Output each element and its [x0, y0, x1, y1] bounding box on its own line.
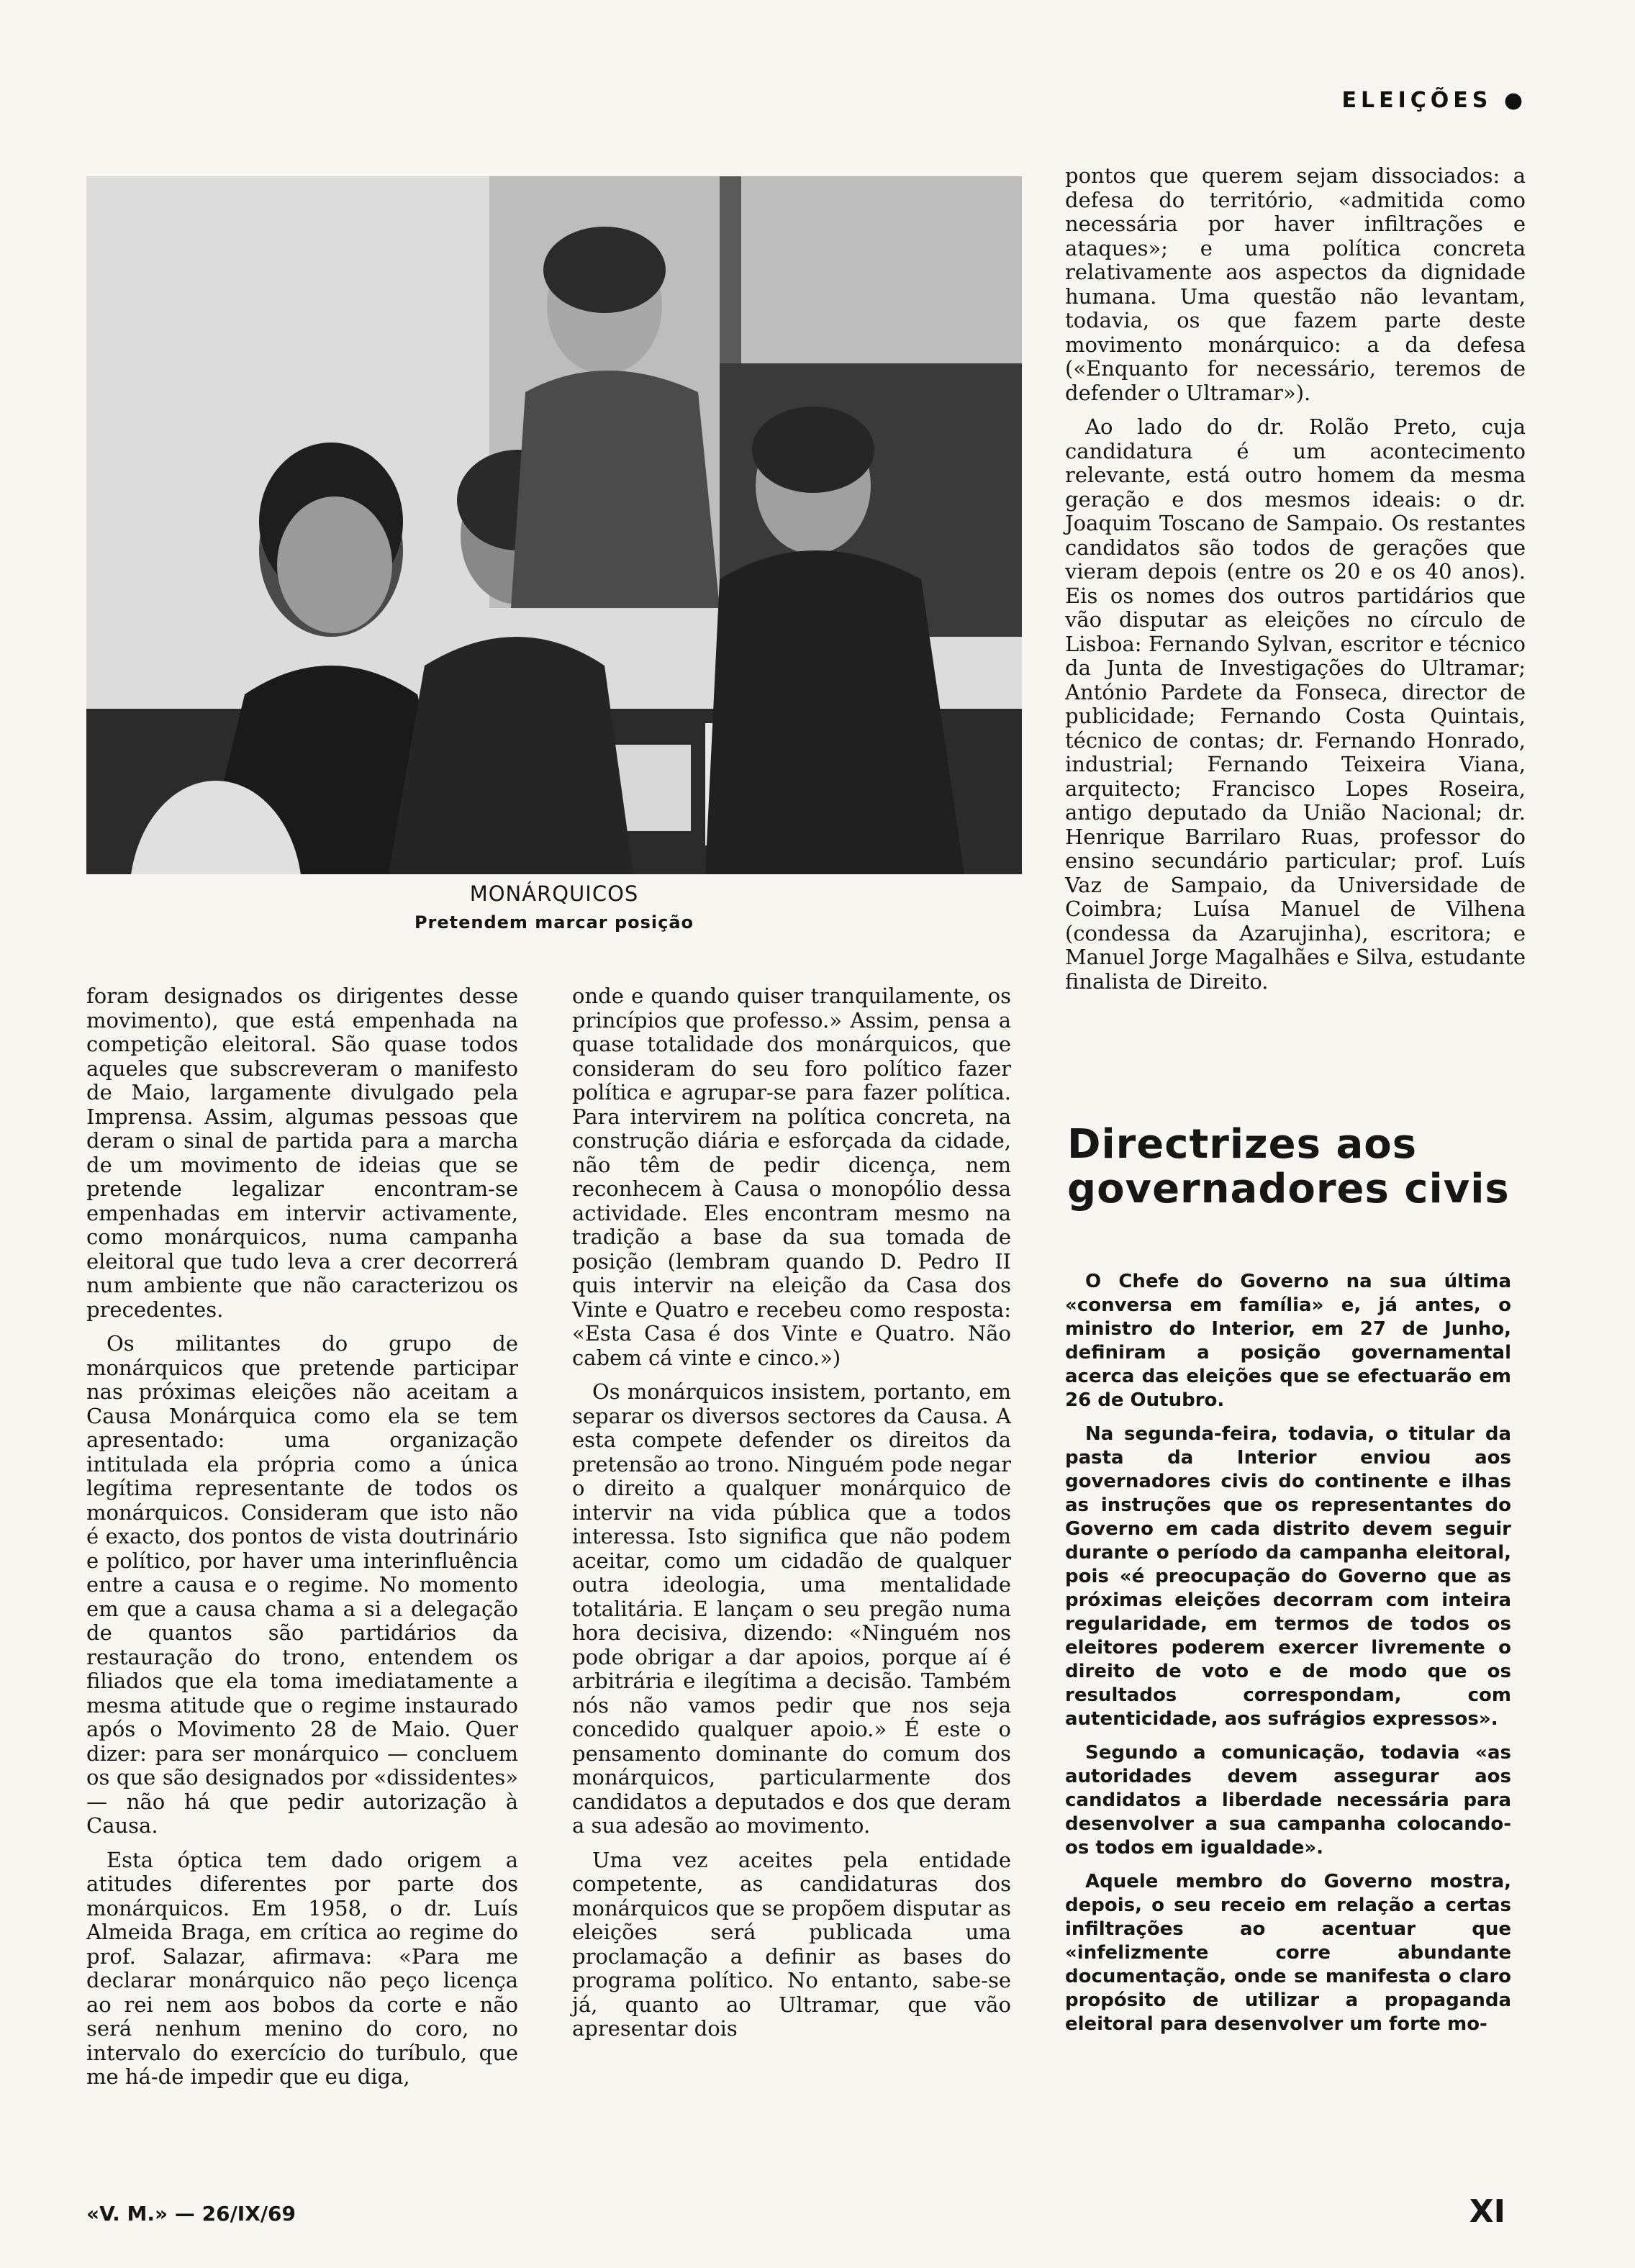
- paragraph: Aquele membro do Governo mostra, depois, o seu receio em relação a certas infiltrações ao acentuar que «infelizmente corre abundante documentação, onde se manifesta o claro propósito de utilizar a propaganda eleitoral para desenvolver um forte mo-: [1065, 1871, 1511, 2035]
- paragraph: Uma vez aceites pela entidade competente, as candidaturas dos monárquicos que se propõem disputar as eleições será publicada uma proclamação a definir as bases do programa político. No entanto, sabe-se já, quanto ao Ultramar, que vão apresentar dois: [572, 1847, 1011, 2041]
- paragraph: Os militantes do grupo de monárquicos que pretende participar nas próximas eleições não aceitam a Causa Monárquica como ela se tem apresentado: uma organização intitulada ela própria como a única legítima representante de todos os monárquicos. Consideram que isto não é exacto, dos pontos de vista doutrinário e político, por haver uma interinfluência entre a causa e o regime. No momento em que a causa chama a si a delegação de quantos são partidários da restauração do trono, entendem os filiados que ela toma imediatamente a mesma atitude que o regime instaurado após o Movimento 28 de Maio. Quer dizer: para ser monárquico — concluem os que são designados por «dissidentes» — não há que pedir autorização à Causa.: [86, 1331, 518, 1838]
- page-number: XI: [1469, 2193, 1505, 2230]
- paragraph: Os monárquicos insistem, portanto, em separar os diversos sectores da Causa. A esta compete defender os direitos da pretensão ao trono. Ninguém pode negar o direito a qualquer monárquico de intervir na vida pública que a todos interessa. Isto significa que não podem aceitar, como um cidadão de qualquer outra ideologia, uma mentalidade totalitária. E lançam o seu pregão numa hora decisiva, dizendo: «Ninguém nos pode obrigar a dar apoios, porque aí é arbitrária e ilegítima a decisão. Também nós não vamos pedir que nos seja concedido qualquer apoio.» É este o pensamento dominante do comum dos monárquicos, particularmente dos candidatos a deputados e dos que deram a sua adesão ao movimento.: [572, 1379, 1011, 1838]
- paragraph: Ao lado do dr. Rolão Preto, cuja candidatura é um acontecimento relevante, está outro homem da mesma geração e dos mesmos ideais: o dr. Joaquim Toscano de Sampaio. Os restantes candidatos são todos de gerações que vieram depois (entre os 20 e os 40 anos). Eis os nomes dos outros partidários que vão disputar as eleições no círculo de Lisboa: Fernando Sylvan, escritor e técnico da Junta de Investigações do Ultramar; António Pardete da Fonseca, director de publicidade; Fernando Costa Quintais, técnico de contas; dr. Fernando Honrado, industrial; Fernando Teixeira Viana, arquitecto; Francisco Lopes Roseira, antigo deputado da União Nacional; dr. Henrique Barrilaro Ruas, professor do ensino secundário particular; prof. Luís Vaz de Sampaio, da Universidade de Coimbra; Luísa Manuel de Vilhena (condessa da Azarujinha), escritora; e Manuel Jorge Magalhães e Silva, estudante finalista de Direito.: [1065, 414, 1526, 994]
- paragraph: foram designados os dirigentes desse movimento), que está empenhada na competição eleitoral. São quase todos aqueles que subscreveram o manifesto de Maio, largamente divulgado pela Imprensa. Assim, algumas pessoas que deram o sinal de partida para a marcha de um movimento de ideias que se pretende legalizar encontram-se empenhadas em intervir activamente, como monárquicos, numa campanha eleitoral que tudo leva a crer decorrerá num ambiente que não caracterizou os precedentes.: [86, 984, 518, 1322]
- sidebar-article: [1065, 1270, 1511, 2046]
- section-header: ELEIÇÕES ●: [1341, 88, 1527, 113]
- paragraph: Na segunda-feira, todavia, o titular da pasta da Interior enviou aos governadores civis do continente e ilhas as instruções que os representantes do Governo em cada distrito devem seguir durante o período da campanha eleitoral, pois «é preocupação do Governo que as próximas eleições decorram com inteira regularidade, em termos de todos os eleitores poderem exercer livremente o direito de voto e de modo que os resultados correspondam, com autenticidade, aos sufrágios expressos».: [1065, 1423, 1511, 1730]
- article-column-1: [86, 984, 518, 2100]
- paragraph: Segundo a comunicação, todavia «as autoridades devem assegurar aos candidatos a liberdade necessária para desenvolver a sua campanha colocando-os todos em igualdade».: [1065, 1742, 1511, 1859]
- article-column-3: [1065, 164, 1526, 1004]
- monarchists-photo: [86, 176, 1022, 874]
- issue-footer: «V. M.» — 26/IX/69: [86, 2202, 296, 2226]
- photo-illustration: [86, 176, 1022, 874]
- paragraph: pontos que querem sejam dissociados: a defesa do território, «admitida como necessária por haver infiltrações e ataques»; e uma política concreta relativamente aos aspectos da dignidade humana. Uma questão não levantam, todavia, os que fazem parte deste movimento monárquico: a da defesa («Enquanto for necessário, teremos de defender o Ultramar»).: [1065, 163, 1526, 405]
- paragraph: onde e quando quiser tranquilamente, os princípios que professo.» Assim, pensa a quase totalidade dos monárquicos, que consideram do seu foro político fazer política e agrupar-se para fazer política. Para intervirem na política concreta, na construção diária e esforçada da cidade, não têm de pedir dicença, nem reconhecem à Causa o monopólio dessa actividade. Eles encontram mesmo na tradição a base da sua tomada de posição (lembram quando D. Pedro II quis intervir na eleição da Casa dos Vinte e Quatro e recebeu como resposta: «Esta Casa é dos Vinte e Quatro. Não cabem cá vinte e cinco.»): [572, 984, 1011, 1370]
- paragraph: Esta óptica tem dado origem a atitudes diferentes por parte dos monárquicos. Em 1958, o dr. Luís Almeida Braga, em crítica ao regime do prof. Salazar, afirmava: «Para me declarar monárquico não peço licença ao rei nem aos bobos da corte e não será nenhum menino do coro, no intervalo do exercício do turíbulo, que me há-de impedir que eu diga,: [86, 1847, 518, 2089]
- photo-caption-title: MONÁRQUICOS: [469, 881, 639, 906]
- article-column-2: [572, 984, 1011, 2051]
- sidebar-headline: Directrizes aos governadores civis: [1067, 1121, 1510, 1212]
- paragraph: O Chefe do Governo na sua última «conversa em família» e, já antes, o ministro do Interior, em 27 de Junho, definiram a posição governamental acerca das eleições que se efectuarão em 26 de Outubro.: [1065, 1271, 1511, 1411]
- photo-caption-subtitle: Pretendem marcar posição: [414, 912, 694, 933]
